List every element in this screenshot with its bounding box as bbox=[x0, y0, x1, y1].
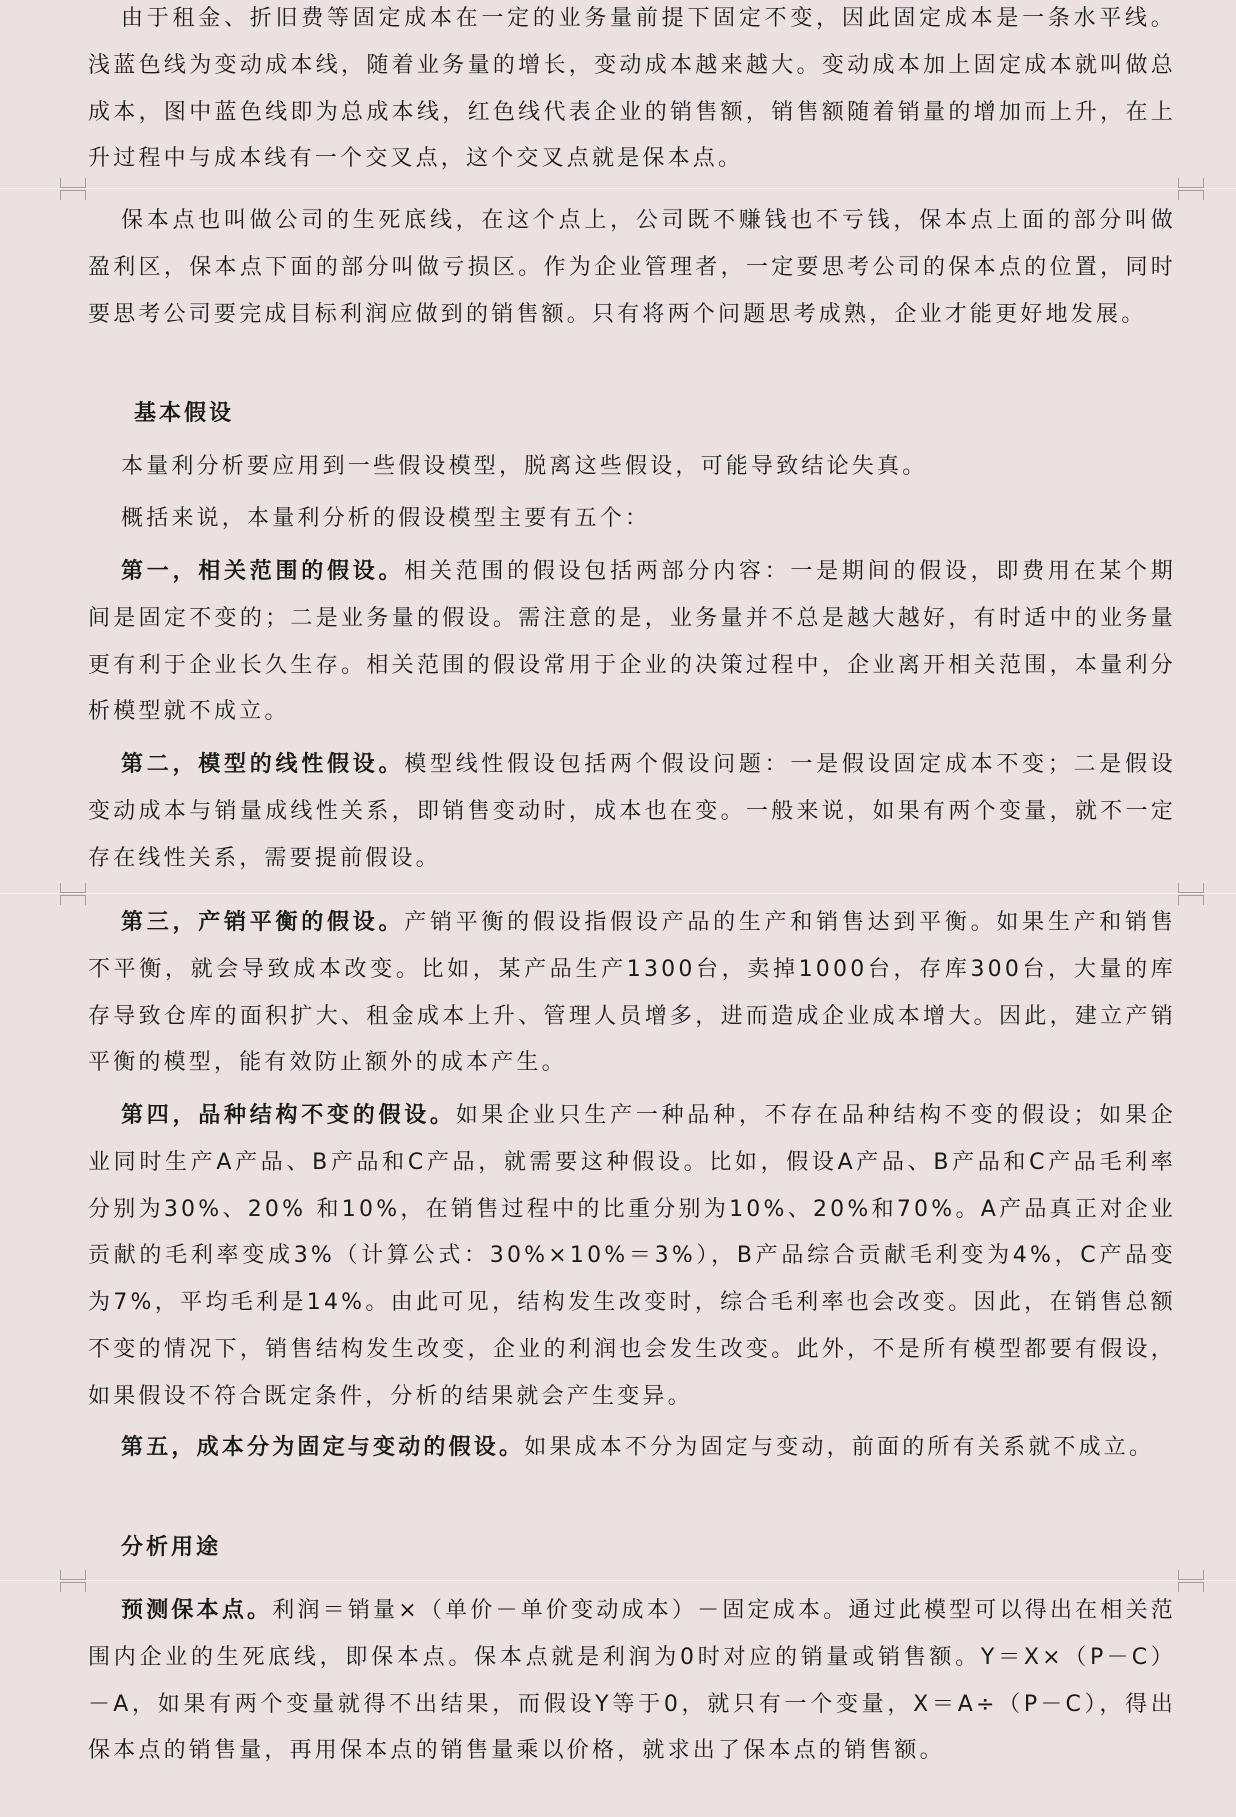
page-corner-mark bbox=[1178, 1582, 1204, 1592]
page-corner-mark bbox=[1178, 895, 1204, 905]
paragraph bbox=[88, 742, 1176, 882]
paragraph bbox=[88, 198, 1176, 338]
paragraph bbox=[88, 444, 1176, 491]
page-corner-mark bbox=[60, 1570, 86, 1580]
paragraph bbox=[88, 1588, 1176, 1775]
page-corner-mark bbox=[60, 895, 86, 905]
paragraph-text: 产销平衡的假设指假设产品的生产和销售达到平衡。如果生产和销售不平衡，就会导致成本改变。比如，某产品生产1300台，卖掉1000台，存库300台，大量的库存导致仓库的面积扩大、租金成本上升、管理人员增多，进而造成企业成本增大。因此，建立产销平衡的模型，能有效防止额外的成本产生。 bbox=[88, 910, 1176, 1076]
paragraph-text: 如果企业只生产一种品种，不存在品种结构不变的假设；如果企业同时生产A产品、B产品和C产品，就需要这种假设。比如，假设A产品、B产品和C产品毛利率分别为30%、20% 和10%，在销售过程中的比重分别为10%、20%和70%。A产品真正对企业贡献的毛利率变成3%（计算公式：30%×10%＝3%），B产品综合贡献毛利变为4%，C产品变为7%，平均毛利是14%。由此可见，结构发生改变时，综合毛利率也会改变。因此，在销售总额不变的情况下，销售结构发生改变，企业的利润也会发生改变。此外，不是所有模型都要有假设，如果假设不符合既定条件，分析的结果就会产生变异。 bbox=[88, 1103, 1176, 1409]
page-corner-mark bbox=[60, 883, 86, 893]
paragraph-text: 如果成本不分为固定与变动，前面的所有关系就不成立。 bbox=[524, 1435, 1155, 1460]
paragraph bbox=[88, 1425, 1176, 1472]
paragraph-lead: 第三，产销平衡的假设。 bbox=[121, 910, 405, 935]
paragraph-text: 本量利分析要应用到一些假设模型，脱离这些假设，可能导致结论失真。 bbox=[121, 454, 928, 479]
paragraph-text: 保本点也叫做公司的生死底线，在这个点上，公司既不赚钱也不亏钱，保本点上面的部分叫做盈利区，保本点下面的部分叫做亏损区。作为企业管理者，一定要思考公司的保本点的位置，同时要思考公司要完成目标利润应做到的销售额。只有将两个问题思考成熟，企业才能更好地发展。 bbox=[88, 208, 1176, 327]
paragraph bbox=[88, 549, 1176, 736]
paragraph bbox=[88, 0, 1176, 183]
paragraph-text: 相关范围的假设包括两部分内容：一是期间的假设，即费用在某个期间是固定不变的；二是业务量的假设。需注意的是，业务量并不总是越大越好，有时适中的业务量更有利于企业长久生存。相关范围的假设常用于企业的决策过程中，企业离开相关范围，本量利分析模型就不成立。 bbox=[88, 559, 1176, 725]
page-corner-mark bbox=[1178, 883, 1204, 893]
paragraph-text: 模型线性假设包括两个假设问题：一是假设固定成本不变；二是假设变动成本与销量成线性关系，即销售变动时，成本也在变。一般来说，如果有两个变量，就不一定存在线性关系，需要提前假设。 bbox=[88, 752, 1176, 871]
page-corner-mark bbox=[1178, 190, 1204, 200]
paragraph bbox=[88, 1093, 1176, 1421]
section-heading: 分析用途 bbox=[121, 1535, 222, 1560]
paragraph-lead: 第四，品种结构不变的假设。 bbox=[121, 1103, 456, 1128]
paragraph bbox=[88, 900, 1176, 1087]
page-corner-mark bbox=[1178, 1570, 1204, 1580]
paragraph-lead: 预测保本点。 bbox=[121, 1598, 273, 1623]
paragraph bbox=[88, 496, 1176, 543]
page-corner-mark bbox=[60, 190, 86, 200]
paragraph-lead: 第五，成本分为固定与变动的假设。 bbox=[121, 1435, 525, 1460]
page-corner-mark bbox=[1178, 178, 1204, 188]
section-heading: 基本假设 bbox=[134, 401, 235, 426]
page-corner-mark bbox=[60, 178, 86, 188]
paragraph-text: 概括来说，本量利分析的假设模型主要有五个： bbox=[121, 506, 651, 531]
paragraph-lead: 第一，相关范围的假设。 bbox=[121, 559, 405, 584]
page-corner-mark bbox=[60, 1582, 86, 1592]
paragraph-text: 由于租金、折旧费等固定成本在一定的业务量前提下固定不变，因此固定成本是一条水平线。浅蓝色线为变动成本线，随着业务量的增长，变动成本越来越大。变动成本加上固定成本就叫做总成本，图中蓝色线即为总成本线，红色线代表企业的销售额，销售额随着销量的增加而上升，在上升过程中与成本线有一个交叉点，这个交叉点就是保本点。 bbox=[88, 6, 1176, 172]
paragraph-lead: 第二，模型的线性假设。 bbox=[121, 752, 405, 777]
paragraph-text: 利润＝销量×（单价－单价变动成本）－固定成本。通过此模型可以得出在相关范围内企业的生死底线，即保本点。保本点就是利润为0时对应的销量或销售额。Y＝X×（P－C）－A，如果有两个变量就得不出结果，而假设Y等于0，就只有一个变量，X＝A÷（P－C），得出保本点的销售量，再用保本点的销售量乘以价格，就求出了保本点的销售额。 bbox=[88, 1598, 1177, 1764]
